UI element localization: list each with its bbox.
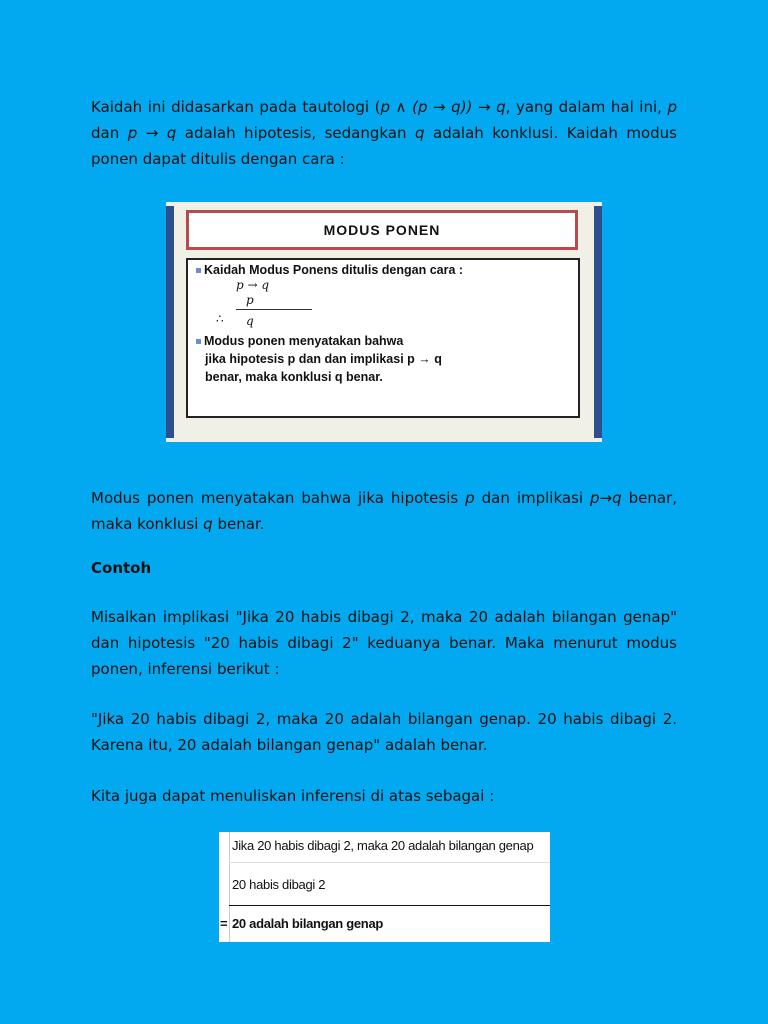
table-row-conclusion: 20 adalah bilangan genap bbox=[232, 916, 384, 931]
intro-paragraph: Kaidah ini didasarkan pada tautologi (p ∧ (p → q)) → q, yang dalam hal ini, p dan p → q adalah hipotesis, sedangkan q adalah konklusi. Kaidah modus ponen dapat ditulis dengan cara : bbox=[91, 98, 678, 168]
slide-title: MODUS PONEN bbox=[186, 210, 578, 250]
bullet-square-icon bbox=[196, 268, 201, 273]
slide-statement-line2: benar, maka konklusi q benar. bbox=[205, 370, 383, 384]
table-conclusion-rule bbox=[229, 905, 550, 906]
modus-ponen-slide-image bbox=[166, 202, 602, 442]
conclusion-symbol: = bbox=[220, 916, 228, 931]
slide-right-border bbox=[594, 206, 602, 438]
slide-body bbox=[186, 258, 580, 418]
formula-premise-implication: p → q bbox=[236, 278, 270, 292]
inference-paragraph: "Jika 20 habis dibagi 2, maka 20 adalah bilangan genap. 20 habis dibagi 2. Karena itu, 20 adalah bilangan genap" adalah benar. bbox=[91, 710, 677, 754]
inference-table-image bbox=[219, 832, 550, 942]
table-row-premise2: 20 habis dibagi 2 bbox=[232, 877, 326, 892]
slide-bullet-statement: Modus ponen menyatakan bahwa bbox=[196, 334, 403, 348]
table-row-premise1: Jika 20 habis dibagi 2, maka 20 adalah bilangan genap bbox=[229, 832, 550, 863]
slide-left-border bbox=[166, 206, 174, 438]
therefore-symbol: ∴ bbox=[216, 312, 224, 326]
bullet-square-icon bbox=[196, 339, 201, 344]
write-inference-paragraph: Kita juga dapat menuliskan inferensi di atas sebagai : bbox=[91, 787, 495, 805]
formula-conclusion-q: q bbox=[246, 314, 254, 328]
formula-premise-p: p bbox=[246, 293, 254, 307]
slide-statement-line1: jika hipotesis p dan dan implikasi p → q bbox=[205, 352, 442, 366]
contoh-heading: Contoh bbox=[91, 559, 152, 577]
modus-ponen-paragraph: Modus ponen menyatakan bahwa jika hipotesis p dan implikasi p→q benar, maka konklusi q benar. bbox=[91, 489, 677, 533]
formula-divider bbox=[236, 309, 312, 310]
tautology-formula: p ∧ (p → q)) → q bbox=[380, 98, 506, 116]
example-paragraph: Misalkan implikasi "Jika 20 habis dibagi 2, maka 20 adalah bilangan genap" dan hipotesis "20 habis dibagi 2" keduanya benar. Maka menurut modus ponen, inferensi berikut : bbox=[91, 608, 677, 678]
slide-bullet-rule: Kaidah Modus Ponens ditulis dengan cara : bbox=[196, 263, 463, 277]
